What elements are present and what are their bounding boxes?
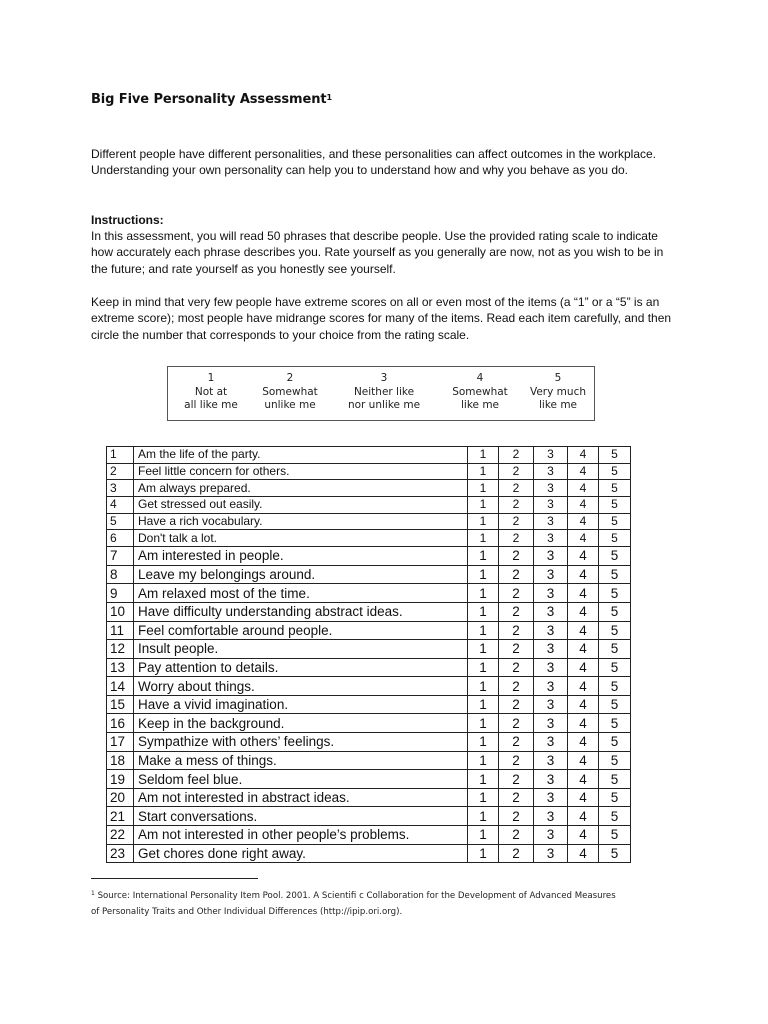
rating-option-5[interactable]: 5	[599, 565, 631, 584]
scale-label-line2: all like me	[184, 399, 238, 411]
item-text: Leave my belongings around.	[134, 565, 468, 584]
rating-option-3[interactable]: 3	[534, 770, 568, 789]
rating-option-4[interactable]: 4	[568, 530, 599, 547]
item-number: 6	[107, 530, 134, 547]
rating-option-3[interactable]: 3	[534, 658, 568, 677]
item-text: Am the life of the party.	[134, 447, 468, 464]
item-text: Pay attention to details.	[134, 658, 468, 677]
rating-option-3[interactable]: 3	[534, 695, 568, 714]
rating-option-5[interactable]: 5	[599, 584, 631, 603]
item-number: 17	[107, 733, 134, 752]
rating-option-1[interactable]: 1	[468, 530, 499, 547]
item-number: 14	[107, 677, 134, 696]
rating-option-3[interactable]: 3	[534, 447, 568, 464]
item-number: 19	[107, 770, 134, 789]
item-number: 2	[107, 463, 134, 480]
rating-option-4[interactable]: 4	[568, 844, 599, 863]
scale-option	[166, 372, 256, 413]
rating-option-2[interactable]: 2	[499, 807, 534, 826]
rating-option-4[interactable]: 4	[568, 807, 599, 826]
rating-option-2[interactable]: 2	[499, 770, 534, 789]
rating-option-3[interactable]: 3	[534, 480, 568, 497]
scale-label-line2: nor unlike me	[347, 399, 421, 411]
table-row	[107, 714, 631, 733]
item-number: 22	[107, 826, 134, 845]
rating-option-5[interactable]: 5	[599, 751, 631, 770]
rating-option-5[interactable]: 5	[599, 480, 631, 497]
item-text: Have difficulty understanding abstract ideas.	[134, 602, 468, 621]
rating-option-1[interactable]: 1	[468, 584, 499, 603]
rating-option-1[interactable]: 1	[468, 621, 499, 640]
item-text: Make a mess of things.	[134, 751, 468, 770]
item-text: Am not interested in abstract ideas.	[134, 788, 468, 807]
footnote-separator	[91, 878, 258, 879]
rating-option-3[interactable]: 3	[534, 640, 568, 659]
item-number: 15	[107, 695, 134, 714]
table-row	[107, 513, 631, 530]
scale-option	[245, 372, 335, 413]
item-number: 1	[107, 447, 134, 464]
rating-option-4[interactable]: 4	[568, 640, 599, 659]
scale-label-line1: Very much	[529, 385, 586, 398]
footnote-text-1: Source: International Personality Item Pool. 2001. A Scientifi c Collaboration for the Development of Advanced Measures	[97, 891, 616, 901]
rating-option-2[interactable]: 2	[499, 826, 534, 845]
rating-option-5[interactable]: 5	[599, 714, 631, 733]
rating-option-4[interactable]: 4	[568, 770, 599, 789]
item-text: Am not interested in other people’s problems.	[134, 826, 468, 845]
item-number: 11	[107, 621, 134, 640]
rating-option-4[interactable]: 4	[568, 584, 599, 603]
rating-option-3[interactable]: 3	[534, 826, 568, 845]
title-text: Big Five Personality Assessment	[91, 92, 327, 107]
instructions-heading: Instructions:	[91, 213, 164, 227]
rating-option-5[interactable]: 5	[599, 513, 631, 530]
rating-option-5[interactable]: 5	[599, 844, 631, 863]
rating-option-5[interactable]: 5	[599, 640, 631, 659]
item-text: Don't talk a lot.	[134, 530, 468, 547]
rating-option-4[interactable]: 4	[568, 497, 599, 514]
rating-option-4[interactable]: 4	[568, 695, 599, 714]
item-text: Am interested in people.	[134, 547, 468, 566]
table-row	[107, 677, 631, 696]
rating-option-1[interactable]: 1	[468, 733, 499, 752]
scale-label-line1: Not at	[194, 385, 228, 398]
rating-option-2[interactable]: 2	[499, 658, 534, 677]
rating-option-5[interactable]: 5	[599, 677, 631, 696]
rating-option-4[interactable]: 4	[568, 480, 599, 497]
item-number: 5	[107, 513, 134, 530]
rating-option-4[interactable]: 4	[568, 733, 599, 752]
item-text: Insult people.	[134, 640, 468, 659]
scale-label-line1: Neither like	[353, 385, 415, 398]
rating-option-1[interactable]: 1	[468, 770, 499, 789]
title-footnote-mark: 1	[326, 93, 332, 102]
rating-option-5[interactable]: 5	[599, 658, 631, 677]
rating-option-5[interactable]: 5	[599, 447, 631, 464]
rating-option-4[interactable]: 4	[568, 447, 599, 464]
scale-label-line2: like me	[538, 399, 578, 411]
item-number: 23	[107, 844, 134, 863]
scale-option	[513, 372, 603, 413]
rating-option-2[interactable]: 2	[499, 497, 534, 514]
table-row	[107, 844, 631, 863]
rating-option-1[interactable]: 1	[468, 807, 499, 826]
item-number: 10	[107, 602, 134, 621]
rating-option-3[interactable]: 3	[534, 733, 568, 752]
item-number: 18	[107, 751, 134, 770]
rating-option-3[interactable]: 3	[534, 788, 568, 807]
table-row	[107, 807, 631, 826]
rating-option-5[interactable]: 5	[599, 621, 631, 640]
rating-option-1[interactable]: 1	[468, 695, 499, 714]
item-text: Get stressed out easily.	[134, 497, 468, 514]
rating-option-2[interactable]: 2	[499, 530, 534, 547]
rating-option-3[interactable]: 3	[534, 463, 568, 480]
rating-option-1[interactable]: 1	[468, 658, 499, 677]
rating-option-4[interactable]: 4	[568, 714, 599, 733]
rating-option-5[interactable]: 5	[599, 733, 631, 752]
rating-option-1[interactable]: 1	[468, 447, 499, 464]
rating-option-3[interactable]: 3	[534, 584, 568, 603]
rating-option-1[interactable]: 1	[468, 497, 499, 514]
table-row	[107, 640, 631, 659]
table-row	[107, 547, 631, 566]
scale-value: 2	[286, 372, 294, 384]
footnote-text-2: of Personality Traits and Other Individual Differences (http://ipip.ori.org).	[91, 906, 403, 917]
footnote-mark: 1	[91, 890, 95, 897]
scale-label-line2: unlike me	[264, 399, 316, 411]
item-number: 9	[107, 584, 134, 603]
table-row	[107, 497, 631, 514]
rating-option-2[interactable]: 2	[499, 621, 534, 640]
rating-option-5[interactable]: 5	[599, 826, 631, 845]
rating-option-4[interactable]: 4	[568, 463, 599, 480]
item-number: 13	[107, 658, 134, 677]
rating-option-1[interactable]: 1	[468, 677, 499, 696]
rating-option-2[interactable]: 2	[499, 733, 534, 752]
rating-option-1[interactable]: 1	[468, 788, 499, 807]
table-row	[107, 565, 631, 584]
rating-option-3[interactable]: 3	[534, 807, 568, 826]
instructions-paragraph: In this assessment, you will read 50 phrases that describe people. Use the provided rating scale to indicate how accurately each phrase describes you. Rate yourself as you generally are now, not as you wish to be in the future; and rate yourself as you honestly see yourself.	[91, 229, 664, 276]
rating-option-2[interactable]: 2	[499, 695, 534, 714]
item-text: Feel comfortable around people.	[134, 621, 468, 640]
table-row	[107, 733, 631, 752]
rating-option-2[interactable]: 2	[499, 463, 534, 480]
rating-option-5[interactable]: 5	[599, 547, 631, 566]
table-row	[107, 602, 631, 621]
table-row	[107, 480, 631, 497]
rating-option-1[interactable]: 1	[468, 602, 499, 621]
item-number: 16	[107, 714, 134, 733]
item-number: 21	[107, 807, 134, 826]
scale-label-line1: Somewhat	[262, 385, 318, 398]
item-text: Keep in the background.	[134, 714, 468, 733]
rating-option-2[interactable]: 2	[499, 602, 534, 621]
rating-option-2[interactable]: 2	[499, 513, 534, 530]
page-title	[91, 92, 332, 107]
scale-label-line2: like me	[460, 399, 500, 411]
rating-option-1[interactable]: 1	[468, 463, 499, 480]
rating-option-1[interactable]: 1	[468, 714, 499, 733]
item-text: Get chores done right away.	[134, 844, 468, 863]
scale-option	[435, 372, 525, 413]
table-row	[107, 770, 631, 789]
rating-option-3[interactable]: 3	[534, 547, 568, 566]
rating-option-3[interactable]: 3	[534, 513, 568, 530]
rating-option-4[interactable]: 4	[568, 751, 599, 770]
rating-option-4[interactable]: 4	[568, 565, 599, 584]
scale-value: 4	[476, 372, 484, 384]
rating-option-2[interactable]: 2	[499, 788, 534, 807]
rating-option-5[interactable]: 5	[599, 463, 631, 480]
rating-option-2[interactable]: 2	[499, 844, 534, 863]
rating-option-2[interactable]: 2	[499, 640, 534, 659]
item-number: 20	[107, 788, 134, 807]
rating-option-4[interactable]: 4	[568, 602, 599, 621]
rating-option-2[interactable]: 2	[499, 677, 534, 696]
item-text: Am always prepared.	[134, 480, 468, 497]
rating-option-1[interactable]: 1	[468, 751, 499, 770]
rating-option-3[interactable]: 3	[534, 714, 568, 733]
rating-option-3[interactable]: 3	[534, 602, 568, 621]
table-row	[107, 658, 631, 677]
scale-option	[339, 372, 429, 413]
rating-option-3[interactable]: 3	[534, 751, 568, 770]
scale-label-line1: Somewhat	[452, 385, 508, 398]
rating-option-5[interactable]: 5	[599, 530, 631, 547]
rating-option-3[interactable]: 3	[534, 565, 568, 584]
rating-option-2[interactable]: 2	[499, 447, 534, 464]
rating-option-2[interactable]: 2	[499, 751, 534, 770]
rating-option-1[interactable]: 1	[468, 826, 499, 845]
rating-option-5[interactable]: 5	[599, 807, 631, 826]
keep-in-mind-paragraph: Keep in mind that very few people have extreme scores on all or even most of the items (a “1” or a “5” is an extreme score); most people have midrange scores for many of the items. Read each item carefully, and then circle the number that corresponds to your choice from the rating scale.	[91, 295, 672, 342]
rating-option-1[interactable]: 1	[468, 640, 499, 659]
rating-option-4[interactable]: 4	[568, 826, 599, 845]
item-text: Have a vivid imagination.	[134, 695, 468, 714]
scale-value: 3	[380, 372, 388, 384]
table-row	[107, 447, 631, 464]
rating-scale-legend	[167, 366, 595, 421]
table-row	[107, 695, 631, 714]
item-text: Seldom feel blue.	[134, 770, 468, 789]
item-text: Have a rich vocabulary.	[134, 513, 468, 530]
table-row	[107, 621, 631, 640]
item-text: Worry about things.	[134, 677, 468, 696]
rating-option-4[interactable]: 4	[568, 788, 599, 807]
rating-option-3[interactable]: 3	[534, 621, 568, 640]
rating-option-1[interactable]: 1	[468, 565, 499, 584]
table-row	[107, 463, 631, 480]
rating-option-2[interactable]: 2	[499, 480, 534, 497]
item-number: 8	[107, 565, 134, 584]
rating-option-4[interactable]: 4	[568, 658, 599, 677]
item-number: 7	[107, 547, 134, 566]
rating-option-4[interactable]: 4	[568, 547, 599, 566]
scale-value: 1	[207, 372, 215, 384]
rating-option-5[interactable]: 5	[599, 695, 631, 714]
rating-option-2[interactable]: 2	[499, 547, 534, 566]
rating-option-4[interactable]: 4	[568, 677, 599, 696]
rating-option-5[interactable]: 5	[599, 770, 631, 789]
item-text: Start conversations.	[134, 807, 468, 826]
rating-option-4[interactable]: 4	[568, 621, 599, 640]
table-row	[107, 751, 631, 770]
scale-value: 5	[554, 372, 562, 384]
item-number: 4	[107, 497, 134, 514]
rating-option-5[interactable]: 5	[599, 788, 631, 807]
rating-option-1[interactable]: 1	[468, 480, 499, 497]
table-row	[107, 530, 631, 547]
footnote-line-1	[91, 889, 651, 905]
rating-option-4[interactable]: 4	[568, 513, 599, 530]
table-row	[107, 826, 631, 845]
rating-option-3[interactable]: 3	[534, 530, 568, 547]
item-number: 3	[107, 480, 134, 497]
rating-option-5[interactable]: 5	[599, 602, 631, 621]
rating-option-5[interactable]: 5	[599, 497, 631, 514]
item-number: 12	[107, 640, 134, 659]
rating-option-2[interactable]: 2	[499, 584, 534, 603]
item-text: Sympathize with others’ feelings.	[134, 733, 468, 752]
rating-option-1[interactable]: 1	[468, 547, 499, 566]
rating-option-2[interactable]: 2	[499, 565, 534, 584]
rating-option-3[interactable]: 3	[534, 497, 568, 514]
item-text: Am relaxed most of the time.	[134, 584, 468, 603]
assessment-items-table	[106, 446, 631, 863]
rating-option-3[interactable]: 3	[534, 844, 568, 863]
intro-paragraph: Different people have different personalities, and these personalities can affect outcomes in the workplace. Understanding your own personality can help you to understand how and why you behave as you do.	[91, 147, 657, 178]
item-text: Feel little concern for others.	[134, 463, 468, 480]
footnote	[91, 889, 651, 919]
table-row	[107, 788, 631, 807]
rating-option-1[interactable]: 1	[468, 513, 499, 530]
rating-option-2[interactable]: 2	[499, 714, 534, 733]
rating-option-1[interactable]: 1	[468, 844, 499, 863]
table-row	[107, 584, 631, 603]
rating-option-3[interactable]: 3	[534, 677, 568, 696]
